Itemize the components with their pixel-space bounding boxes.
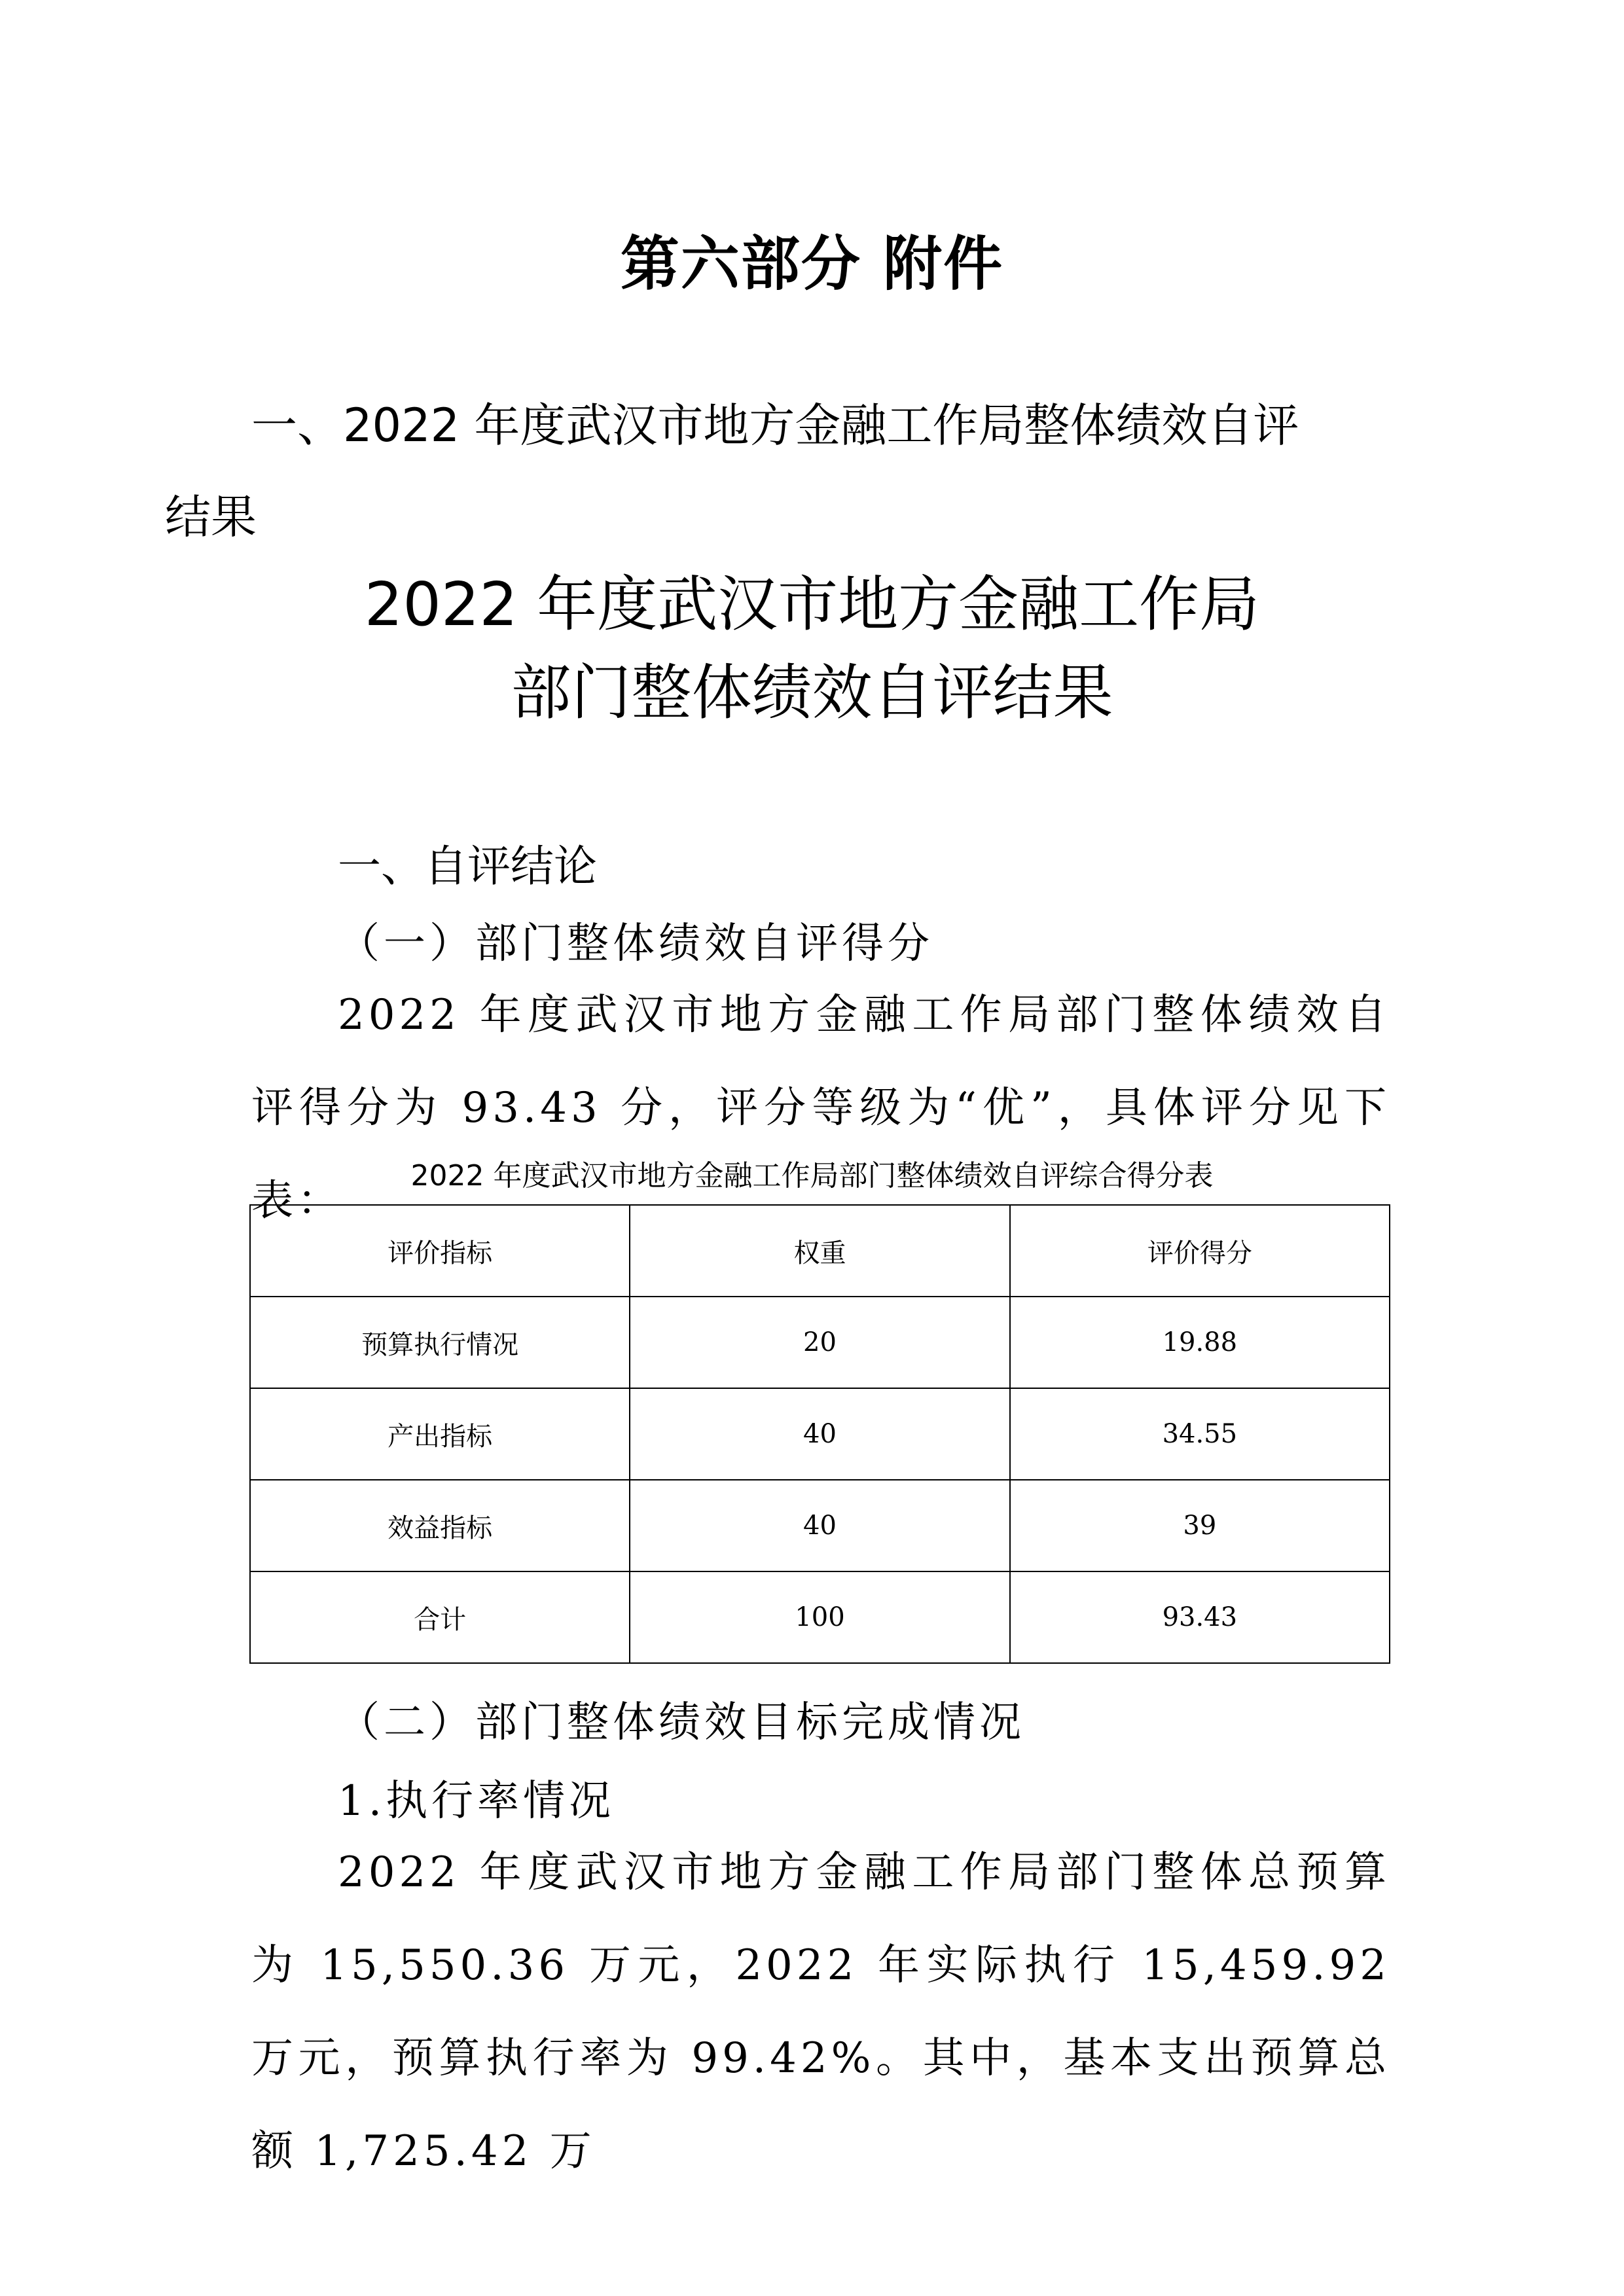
section-heading-conclusion: 一、自评结论 xyxy=(338,841,597,891)
table-cell: 34.55 xyxy=(1010,1388,1390,1480)
page-title: 第六部分 附件 xyxy=(620,229,1004,298)
table-cell: 93.43 xyxy=(1010,1571,1390,1663)
subsection-heading-goals: （二）部门整体绩效目标完成情况 xyxy=(338,1698,1025,1747)
table-cell: 40 xyxy=(630,1480,1009,1571)
report-title-line1: 2022 年度武汉市地方金融工作局 xyxy=(364,569,1260,639)
table-header-cell: 权重 xyxy=(630,1205,1009,1297)
table-header-cell: 评价指标 xyxy=(250,1205,630,1297)
table-cell: 合计 xyxy=(250,1571,630,1663)
execution-paragraph: 2022 年度武汉市地方金融工作局部门整体总预算为 15,550.36 万元，2022 年实际执行 15,459.92 万元，预算执行率为 99.42%。其中，基本支出预算总额 1,725.42 万 xyxy=(251,1848,1390,2176)
table-cell: 效益指标 xyxy=(250,1480,630,1571)
table-cell: 20 xyxy=(630,1297,1009,1388)
table-cell: 40 xyxy=(630,1388,1009,1480)
table-header-row xyxy=(250,1205,1390,1297)
score-paragraph: 2022 年度武汉市地方金融工作局部门整体绩效自评得分为 93.43 分，评分等级为“优”，具体评分见下表： xyxy=(251,991,1390,1225)
table-cell: 产出指标 xyxy=(250,1388,630,1480)
report-title-line2: 部门整体绩效自评结果 xyxy=(511,658,1113,728)
table-caption: 2022 年度武汉市地方金融工作局部门整体绩效自评综合得分表 xyxy=(410,1159,1214,1193)
table-row xyxy=(250,1297,1390,1388)
table-header-cell: 评价得分 xyxy=(1010,1205,1390,1297)
table-total-row xyxy=(250,1571,1390,1663)
item-heading-execution-rate: 1.执行率情况 xyxy=(338,1777,615,1825)
subsection-heading-score: （一）部门整体绩效自评得分 xyxy=(338,920,933,968)
table-cell: 100 xyxy=(630,1571,1009,1663)
table-cell: 39 xyxy=(1010,1480,1390,1571)
table-cell: 19.88 xyxy=(1010,1297,1390,1388)
table-row xyxy=(250,1388,1390,1480)
score-table xyxy=(249,1204,1390,1664)
table-row xyxy=(250,1480,1390,1571)
attachment-heading: 一、2022 年度武汉市地方金融工作局整体绩效自评结果 xyxy=(165,399,1299,544)
table-cell: 预算执行情况 xyxy=(250,1297,630,1388)
